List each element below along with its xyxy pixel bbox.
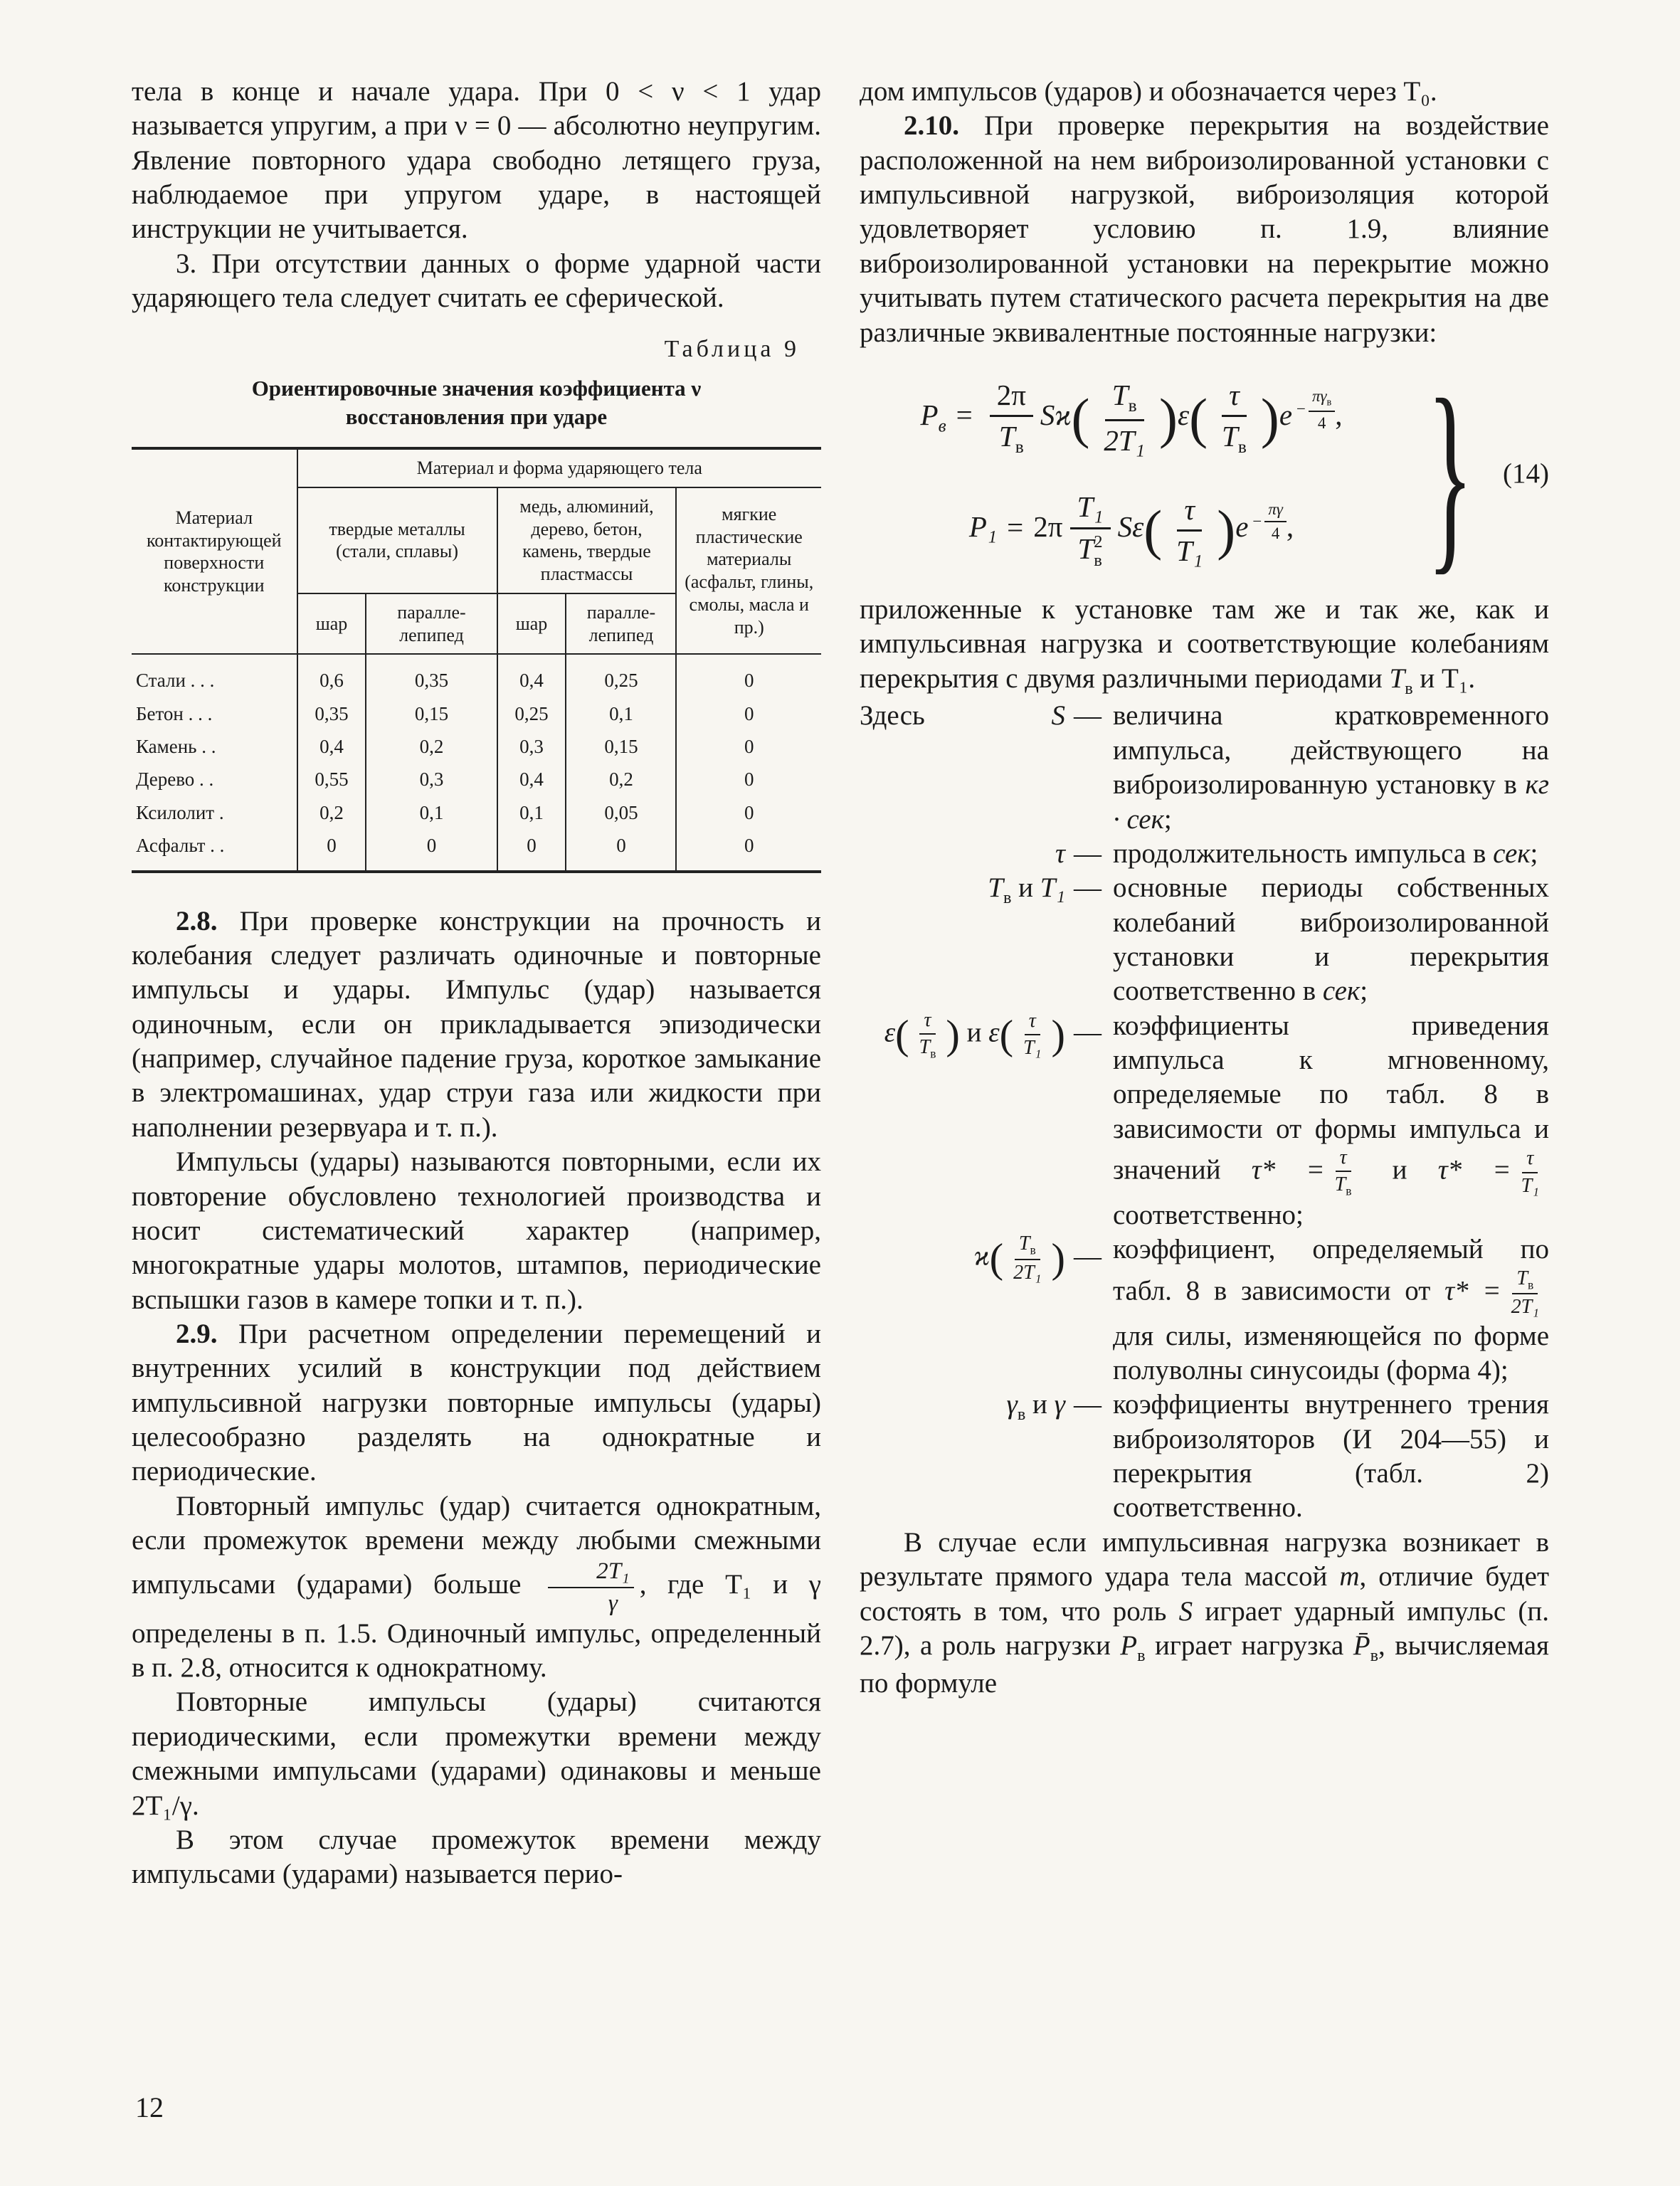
fraction bbox=[1019, 1010, 1045, 1060]
math-token: γ bbox=[1006, 1389, 1018, 1420]
table-title-line: Ориентировочные значения коэффициента ν bbox=[251, 375, 702, 401]
math-token: S bbox=[1178, 1595, 1193, 1627]
math-token: τ bbox=[1055, 838, 1065, 869]
text: величина кратковременного импульса, действующего на виброизолированную установку в bbox=[1113, 700, 1549, 801]
math-token: в bbox=[1370, 1645, 1378, 1665]
math-token: ε bbox=[988, 1017, 1000, 1048]
text: ; bbox=[1530, 838, 1538, 869]
column-group-header: твердые металлы (стали, сплавы) bbox=[297, 487, 497, 593]
math-token: — bbox=[1074, 1017, 1101, 1048]
fraction-denominator bbox=[1215, 417, 1254, 458]
symbol-definition-S bbox=[860, 699, 1549, 836]
math-token: в bbox=[1528, 1277, 1534, 1292]
text: При проверке конструкции на прочность и колебания следует различать одиночные и повторные импульсы и удары. Импульс (удар) называется одиночным, если он прикладывается эпизодически (например, случайное падение груза, короткое замыкание в электромашинах, удар струи газа или жидкости при наполнении резервуара и т. п.). bbox=[132, 905, 822, 1143]
value-cell: 0 bbox=[676, 796, 821, 829]
text: коэффициенты внутреннего трения виброизоляторов (И 204—55) и перекрытия (табл. 2) соответственно. bbox=[1113, 1389, 1549, 1524]
math-token: − bbox=[1252, 512, 1262, 530]
definition-text bbox=[1113, 1232, 1549, 1388]
text: коэффициенты приведения импульса к мгновенному, определяемые по табл. 8 в зависимости от формы импульса и значений bbox=[1113, 1010, 1549, 1186]
text: ; bbox=[1360, 976, 1368, 1007]
math-token: T₁ bbox=[1023, 1037, 1042, 1060]
definition-text bbox=[1113, 837, 1549, 871]
fraction-numerator bbox=[1309, 387, 1335, 412]
math-token: и bbox=[1032, 1389, 1047, 1420]
unit: сек bbox=[1322, 976, 1361, 1007]
symbol-definition-Tv-T1 bbox=[860, 871, 1549, 1008]
value-cell: 0,4 bbox=[497, 763, 566, 796]
value-cell: 0 bbox=[676, 829, 821, 871]
table-body bbox=[132, 654, 821, 871]
paragraph: дом импульсов (ударов) и обозначается через T₀. bbox=[860, 76, 1437, 107]
math-token: T₁ bbox=[1070, 490, 1111, 529]
math-token: m bbox=[1339, 1561, 1360, 1593]
math-token: P bbox=[1120, 1630, 1138, 1661]
text: Повторный импульс (удар) считается однократным, если промежуток времени между любыми смежными импульсами (ударами) больше bbox=[132, 1490, 821, 1600]
value-cell: 0,4 bbox=[297, 730, 366, 763]
formula-line-Pv bbox=[860, 379, 1403, 458]
page-content bbox=[132, 75, 1549, 1892]
column-group-header: Материал и форма ударяющего тела bbox=[297, 448, 821, 487]
text: и T₁. bbox=[1420, 662, 1476, 694]
open-paren: ( bbox=[1189, 387, 1208, 449]
paragraph bbox=[860, 1526, 1549, 1701]
math-token: e bbox=[1235, 510, 1249, 544]
math-token: , bbox=[1335, 398, 1343, 432]
math-token: — bbox=[1074, 872, 1101, 904]
clause-number: 2.9. bbox=[176, 1318, 218, 1349]
value-cell: 0 bbox=[676, 697, 821, 730]
exponent bbox=[1252, 500, 1287, 544]
math-token: в bbox=[1405, 678, 1413, 698]
math-token: 2T₁ bbox=[1104, 424, 1145, 458]
fraction-numerator bbox=[1105, 379, 1144, 421]
symbol-term bbox=[860, 1388, 1107, 1525]
math-token: 2T₁ bbox=[1013, 1262, 1042, 1284]
math-token: Sε bbox=[1117, 510, 1144, 544]
close-paren: ) bbox=[1158, 387, 1178, 449]
math-token: в bbox=[1094, 551, 1102, 571]
formula-line-P1 bbox=[860, 490, 1403, 570]
value-cell: 0,2 bbox=[366, 730, 497, 763]
fraction-numerator bbox=[1512, 1267, 1538, 1295]
math-token: = bbox=[956, 398, 973, 432]
fraction bbox=[1009, 1232, 1045, 1284]
math-token: и bbox=[1018, 872, 1033, 904]
value-cell: 0,1 bbox=[366, 796, 497, 829]
math-token: T bbox=[1077, 532, 1094, 565]
math-token: — bbox=[1074, 700, 1101, 732]
symbol-definition-kappa bbox=[860, 1232, 1549, 1388]
fraction bbox=[1517, 1147, 1543, 1198]
text: играет нагрузка bbox=[1155, 1630, 1344, 1661]
math-token: в bbox=[1128, 396, 1137, 416]
material-cell: Асфальт . . bbox=[132, 829, 297, 871]
math-token: 2π bbox=[990, 379, 1033, 417]
exponent bbox=[1296, 387, 1335, 433]
value-cell: 0 bbox=[297, 829, 366, 871]
symbol-term bbox=[860, 1232, 1107, 1388]
text: При расчетном определении перемещений и внутренних усилий в конструкции под действием импульсивной нагрузки повторные импульсы (удары) целесообразно разделять на однократные и периодические. bbox=[132, 1318, 821, 1487]
symbol-term bbox=[860, 871, 1107, 1008]
value-cell: 0 bbox=[566, 829, 676, 871]
symbol-term bbox=[860, 1009, 1107, 1233]
value-cell: 0 bbox=[676, 763, 821, 796]
symbol-definition-tau bbox=[860, 837, 1549, 871]
column-header: параллелепипед bbox=[566, 593, 676, 654]
math-token: в bbox=[1326, 396, 1332, 408]
column-header: параллелепипед bbox=[366, 593, 497, 654]
text: В случае если импульсивная нагрузка возникает в результате прямого удара тела массой bbox=[860, 1526, 1549, 1593]
sup-sub-stack bbox=[1094, 533, 1102, 570]
math-token: , bbox=[1286, 510, 1294, 544]
column-header: мягкие пластические материалы (асфальт, глины, смолы, масла и пр.) bbox=[676, 487, 821, 654]
math-token: T bbox=[919, 1036, 931, 1058]
fraction bbox=[1331, 1146, 1356, 1198]
math-token: τ bbox=[1336, 1146, 1351, 1172]
fraction bbox=[915, 1009, 941, 1061]
table-header-row bbox=[132, 448, 821, 487]
definition-text bbox=[1113, 1009, 1549, 1233]
paragraph: тела в конце и начале удара. При 0 < ν < 1 удар называется упругим, а при ν = 0 — абсолютно неупругим. Явление повторного удара свободно летящего груза, наблюдаемое при упругом ударе, в настоящей инструкции не учитывается. bbox=[132, 76, 821, 245]
table-row bbox=[132, 796, 821, 829]
math-token: T bbox=[988, 872, 1003, 904]
symbol-definition-eps bbox=[860, 1009, 1549, 1233]
text: играет ударный импульс (п. 2.7), а роль нагрузки bbox=[860, 1595, 1550, 1661]
math-token: в bbox=[938, 416, 946, 436]
fraction bbox=[1070, 490, 1111, 570]
math-token: = bbox=[1007, 510, 1024, 544]
right-column bbox=[860, 75, 1549, 1892]
math-token: τ bbox=[1222, 379, 1247, 417]
fraction-denominator bbox=[992, 417, 1031, 458]
math-token: 4 bbox=[1271, 524, 1280, 543]
value-cell: 0,25 bbox=[566, 654, 676, 697]
table-head bbox=[132, 448, 821, 654]
math-token: T bbox=[1222, 420, 1238, 453]
value-cell: 0,25 bbox=[497, 697, 566, 730]
value-cell: 0,55 bbox=[297, 763, 366, 796]
fraction bbox=[990, 379, 1033, 458]
paragraph-2-8 bbox=[132, 904, 821, 1146]
math-token: ϰ bbox=[973, 1240, 990, 1272]
math-token: Sϰ bbox=[1040, 398, 1072, 432]
math-token: в bbox=[1137, 1645, 1146, 1665]
table-row bbox=[132, 730, 821, 763]
math-token: 2 bbox=[1094, 532, 1103, 552]
math-token: в bbox=[1237, 437, 1247, 458]
column-header: шар bbox=[497, 593, 566, 654]
material-cell: Камень . . bbox=[132, 730, 297, 763]
math-token: πγ bbox=[1311, 386, 1327, 405]
text: коэффициент, определяемый по табл. 8 в зависимости от bbox=[1113, 1234, 1549, 1306]
clause-number: 2.8. bbox=[176, 905, 218, 936]
fraction bbox=[1169, 493, 1210, 568]
value-cell: 0,35 bbox=[366, 654, 497, 697]
table-row bbox=[132, 829, 821, 871]
math-token: τ bbox=[1025, 1010, 1040, 1035]
text: приложенные к установке там же и так же, как и импульсивная нагрузка и соответствующие колебаниям перекрытия с двумя различными периодами bbox=[860, 593, 1549, 694]
left-column bbox=[132, 75, 821, 1892]
open-paren: ( bbox=[999, 1011, 1014, 1058]
math-token: T bbox=[1334, 1173, 1346, 1196]
fraction bbox=[1264, 500, 1287, 544]
math-token: и bbox=[1392, 1154, 1407, 1186]
column-group-header: медь, алюминий, дерево, бетон, камень, твердые пластмассы bbox=[497, 487, 677, 593]
value-cell: 0,15 bbox=[366, 697, 497, 730]
close-paren: ) bbox=[1051, 1235, 1065, 1282]
clause-number: 2.10. bbox=[904, 110, 959, 142]
open-paren: ( bbox=[989, 1235, 1004, 1282]
fraction-denominator bbox=[1070, 529, 1109, 570]
math-token: 2T₁ bbox=[1511, 1296, 1540, 1319]
math-token: T bbox=[1018, 1232, 1030, 1255]
text: , вычисляемая по формуле bbox=[860, 1630, 1549, 1699]
paragraph: В этом случае промежуток времени между импульсами (ударами) называется перио- bbox=[132, 1824, 821, 1890]
text: для силы, изменяющейся по форме полуволны синусоиды (форма 4); bbox=[1113, 1320, 1549, 1386]
formula-14 bbox=[860, 356, 1549, 593]
math-token: T₁ bbox=[1176, 534, 1203, 567]
value-cell: 0 bbox=[497, 829, 566, 871]
text: , отличие будет состоять в том, что роль bbox=[860, 1561, 1549, 1627]
math-token: и bbox=[966, 1017, 982, 1048]
math-token: τ* = bbox=[1251, 1154, 1325, 1186]
paragraph: Повторные импульсы (удары) считаются периодическими, если промежутки времени между смежными импульсами (ударами) одинаковы и меньше 2T₁/γ. bbox=[132, 1686, 821, 1821]
math-token: 2π bbox=[1033, 510, 1063, 544]
math-token: в bbox=[1017, 1405, 1026, 1425]
open-paren: ( bbox=[895, 1011, 909, 1058]
math-token: 4 bbox=[1317, 413, 1326, 432]
open-paren: ( bbox=[1143, 500, 1163, 561]
material-cell: Ксилолит . bbox=[132, 796, 297, 829]
math-token: ε bbox=[884, 1017, 896, 1048]
symbol-definitions bbox=[860, 699, 1549, 1525]
formula-brace: } bbox=[1427, 356, 1474, 593]
math-token: τ* = bbox=[1437, 1154, 1511, 1186]
fraction bbox=[1507, 1267, 1543, 1319]
unit: кг · сек bbox=[1113, 769, 1550, 835]
value-cell: 0,05 bbox=[566, 796, 676, 829]
math-token: γ bbox=[608, 1589, 618, 1616]
material-cell: Стали . . . bbox=[132, 654, 297, 697]
math-token: γ bbox=[1054, 1389, 1065, 1420]
value-cell: 0,2 bbox=[566, 763, 676, 796]
text: , где T₁ и γ определены в п. 1.5. Одиночный импульс, определенный в п. 2.8, относится к однократному. bbox=[132, 1569, 821, 1684]
math-token: T bbox=[998, 420, 1015, 453]
close-paren: ) bbox=[1260, 387, 1279, 449]
material-cell: Бетон . . . bbox=[132, 697, 297, 730]
paragraph-2-9 bbox=[132, 1317, 821, 1489]
fraction-numerator bbox=[1015, 1232, 1040, 1260]
math-token: в bbox=[930, 1046, 936, 1061]
math-token: − bbox=[1296, 400, 1306, 418]
math-token: 2T₁ bbox=[548, 1558, 634, 1588]
table-title bbox=[132, 374, 821, 432]
math-token: T bbox=[1389, 662, 1405, 694]
close-paren: ) bbox=[1051, 1011, 1065, 1058]
paragraph bbox=[132, 1489, 821, 1686]
table-title-line: восстановления при ударе bbox=[345, 403, 608, 429]
paragraph bbox=[860, 593, 1549, 699]
math-token: τ* = bbox=[1444, 1275, 1501, 1306]
math-token: τ bbox=[1177, 493, 1202, 532]
column-header: шар bbox=[297, 593, 366, 654]
close-paren: ) bbox=[1217, 500, 1236, 561]
text: продолжительность импульса в bbox=[1113, 838, 1486, 869]
math-token: S bbox=[1051, 700, 1065, 732]
math-token: в bbox=[1346, 1184, 1352, 1199]
math-token: T bbox=[1516, 1267, 1528, 1289]
fraction-2T1-over-gamma bbox=[548, 1558, 634, 1616]
open-paren: ( bbox=[1071, 387, 1090, 449]
definition-text bbox=[1113, 1388, 1549, 1525]
text: Здесь bbox=[860, 700, 925, 732]
restitution-coefficient-table bbox=[132, 447, 821, 872]
math-token: πγ bbox=[1264, 500, 1287, 522]
math-token: ε bbox=[1177, 398, 1190, 432]
fraction-denominator bbox=[1331, 1172, 1356, 1198]
table-caption: Таблица 9 bbox=[664, 335, 800, 362]
value-cell: 0,6 bbox=[297, 654, 366, 697]
unit: сек bbox=[1493, 838, 1531, 869]
value-cell: 0,1 bbox=[566, 697, 676, 730]
math-token: τ bbox=[1522, 1147, 1538, 1173]
math-token: — bbox=[1074, 1389, 1101, 1420]
formula-lines bbox=[860, 379, 1403, 570]
fraction-denominator bbox=[915, 1035, 941, 1061]
fraction bbox=[1097, 379, 1152, 458]
math-token: — bbox=[1074, 838, 1101, 869]
text: соответственно; bbox=[1113, 1200, 1304, 1231]
math-token: e bbox=[1279, 398, 1293, 432]
math-token: τ bbox=[919, 1009, 935, 1035]
value-cell: 0 bbox=[676, 654, 821, 697]
table-row bbox=[132, 697, 821, 730]
math-token: в bbox=[1030, 1243, 1036, 1258]
value-cell: 0,35 bbox=[297, 697, 366, 730]
value-cell: 0,2 bbox=[297, 796, 366, 829]
text: основные периоды собственных колебаний виброизолированной установки и перекрытия соответственно в bbox=[1113, 872, 1549, 1007]
table-row bbox=[132, 654, 821, 697]
text: ; bbox=[1163, 803, 1172, 835]
math-token: T₁ bbox=[1521, 1174, 1540, 1197]
fraction bbox=[1215, 379, 1254, 458]
math-token: в bbox=[1003, 888, 1012, 908]
symbol-term bbox=[860, 837, 1107, 871]
value-cell: 0,3 bbox=[366, 763, 497, 796]
value-cell: 0,1 bbox=[497, 796, 566, 829]
math-token: P bbox=[920, 398, 939, 432]
page-number: 12 bbox=[135, 2091, 164, 2123]
table-row bbox=[132, 763, 821, 796]
term-group bbox=[1052, 699, 1102, 733]
material-cell: Дерево . . bbox=[132, 763, 297, 796]
value-cell: 0,15 bbox=[566, 730, 676, 763]
math-token: T bbox=[1111, 378, 1129, 411]
value-cell: 0 bbox=[676, 730, 821, 763]
value-cell: 0 bbox=[366, 829, 497, 871]
math-token: в bbox=[1015, 437, 1024, 458]
paragraph: 3. При отсутствии данных о форме ударной части ударяющего тела следует считать ее сферической. bbox=[132, 248, 821, 314]
text: При проверке перекрытия на воздействие расположенной на нем виброизолированной установки с импульсивной нагрузкой, виброизоляция которой удовлетворяет условию п. 1.9, влияние виброизолированной установки на перекрытие можно учитывать путем статического расчета перекрытия на две различные эквивалентные постоянные нагрузки: bbox=[860, 110, 1549, 348]
definition-text bbox=[1113, 699, 1549, 836]
math-token: T₁ bbox=[1040, 872, 1065, 904]
definition-text bbox=[1113, 871, 1549, 1008]
math-token: — bbox=[1074, 1240, 1101, 1272]
column-header: Материал контактирующей поверхности конструкции bbox=[132, 448, 297, 654]
paragraph-2-10 bbox=[860, 109, 1549, 350]
math-token: P₁ bbox=[968, 510, 998, 544]
paragraph: Импульсы (удары) называются повторными, если их повторение обусловлено технологией производства и носит систематический характер (например, многократные удары молотов, штампов, периодические вспышки газов в камере топки и т. п.). bbox=[132, 1146, 821, 1315]
equation-number: (14) bbox=[1503, 458, 1549, 490]
close-paren: ) bbox=[946, 1011, 960, 1058]
symbol-term bbox=[860, 699, 1107, 836]
fraction bbox=[1309, 387, 1335, 433]
math-token: P̄ bbox=[1353, 1630, 1370, 1661]
symbol-definition-gamma bbox=[860, 1388, 1549, 1525]
value-cell: 0,4 bbox=[497, 654, 566, 697]
value-cell: 0,3 bbox=[497, 730, 566, 763]
